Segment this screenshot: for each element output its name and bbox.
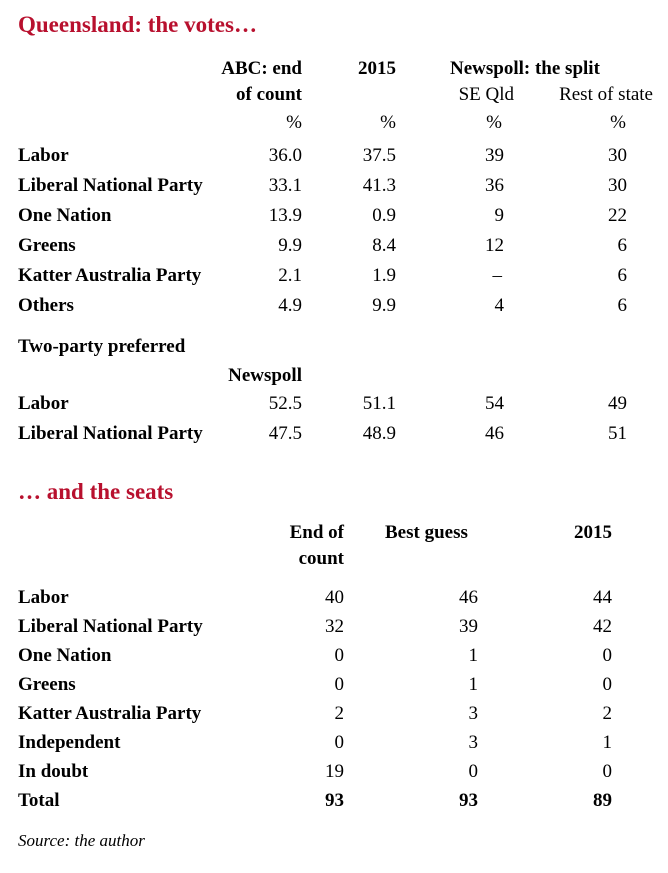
se-qld-value: – (492, 265, 502, 286)
party-label: In doubt (18, 761, 89, 782)
abc-value: 36.0 (268, 145, 302, 166)
best-value: 1 (468, 645, 478, 666)
end-value: 0 (334, 732, 344, 753)
best-value: 0 (468, 761, 478, 782)
se-qld-value: 39 (485, 145, 504, 166)
y2015-value: 8.4 (372, 235, 396, 256)
party-label: Katter Australia Party (18, 265, 202, 286)
votes-title: Queensland: the votes… (18, 12, 257, 37)
rest-value: 30 (608, 145, 627, 166)
se-qld-value: 46 (485, 423, 504, 444)
header-end-of-count-line2: count (298, 548, 344, 569)
abc-value: 47.5 (268, 423, 302, 444)
party-label: Greens (18, 235, 76, 256)
se-qld-value: 54 (485, 393, 504, 414)
rest-value: 51 (608, 423, 627, 444)
header-abc-line1: ABC: end (221, 58, 302, 79)
y2015-value: 41.3 (362, 175, 396, 196)
header-newspoll-split: Newspoll: the split (450, 58, 600, 79)
y2015-value: 0.9 (372, 205, 396, 226)
best-value: 3 (468, 703, 478, 724)
pct-unit: % (610, 112, 626, 133)
rest-value: 49 (608, 393, 627, 414)
header-se-qld: SE Qld (458, 84, 514, 105)
party-label: Greens (18, 674, 76, 695)
rest-value: 30 (608, 175, 627, 196)
party-label: Labor (18, 587, 69, 608)
y2015-value: 0 (602, 645, 612, 666)
pct-unit: % (486, 112, 502, 133)
header-rest-of-state: Rest of state (559, 84, 653, 105)
y2015-value: 44 (593, 587, 612, 608)
best-value: 39 (459, 616, 478, 637)
y2015-value: 1.9 (372, 265, 396, 286)
header-abc-line2: of count (236, 84, 302, 105)
abc-value: 13.9 (268, 205, 302, 226)
best-value: 46 (459, 587, 478, 608)
end-value: 40 (325, 587, 344, 608)
header-seats-2015: 2015 (574, 522, 612, 543)
abc-value: 52.5 (268, 393, 302, 414)
rest-value: 6 (617, 235, 627, 256)
y2015-value: 37.5 (362, 145, 396, 166)
se-qld-value: 36 (485, 175, 504, 196)
party-label: One Nation (18, 205, 112, 226)
party-label: Independent (18, 732, 121, 753)
party-label: Labor (18, 393, 69, 414)
total-end-value: 93 (325, 790, 344, 811)
abc-value: 4.9 (278, 295, 302, 316)
party-label: Liberal National Party (18, 423, 203, 444)
header-best-guess: Best guess (385, 522, 468, 543)
best-value: 3 (468, 732, 478, 753)
y2015-value: 9.9 (372, 295, 396, 316)
party-label: Katter Australia Party (18, 703, 202, 724)
y2015-value: 1 (602, 732, 612, 753)
rest-value: 6 (617, 295, 627, 316)
total-2015-value: 89 (593, 790, 612, 811)
y2015-value: 42 (593, 616, 612, 637)
se-qld-value: 9 (494, 205, 504, 226)
total-best-value: 93 (459, 790, 478, 811)
abc-value: 2.1 (278, 265, 302, 286)
se-qld-value: 12 (485, 235, 504, 256)
header-end-of-count-line1: End of (289, 522, 344, 543)
abc-value: 33.1 (268, 175, 302, 196)
end-value: 32 (325, 616, 344, 637)
abc-value: 9.9 (278, 235, 302, 256)
y2015-value: 2 (602, 703, 612, 724)
source-note: Source: the author (18, 831, 145, 850)
total-label: Total (18, 790, 60, 811)
se-qld-value: 4 (494, 295, 504, 316)
rest-value: 22 (608, 205, 627, 226)
header-2015: 2015 (358, 58, 396, 79)
party-label: Liberal National Party (18, 175, 203, 196)
y2015-value: 48.9 (362, 423, 396, 444)
end-value: 0 (334, 674, 344, 695)
party-label: Liberal National Party (18, 616, 203, 637)
end-value: 0 (334, 645, 344, 666)
pct-unit: % (380, 112, 396, 133)
end-value: 19 (325, 761, 344, 782)
tpp-newspoll-label: Newspoll (228, 365, 302, 386)
party-label: Others (18, 295, 74, 316)
y2015-value: 0 (602, 674, 612, 695)
y2015-value: 0 (602, 761, 612, 782)
party-label: Labor (18, 145, 69, 166)
party-label: One Nation (18, 645, 112, 666)
y2015-value: 51.1 (362, 393, 396, 414)
pct-unit: % (286, 112, 302, 133)
seats-title: … and the seats (18, 479, 174, 504)
end-value: 2 (334, 703, 344, 724)
tpp-label: Two-party preferred (18, 336, 186, 357)
best-value: 1 (468, 674, 478, 695)
rest-value: 6 (617, 265, 627, 286)
